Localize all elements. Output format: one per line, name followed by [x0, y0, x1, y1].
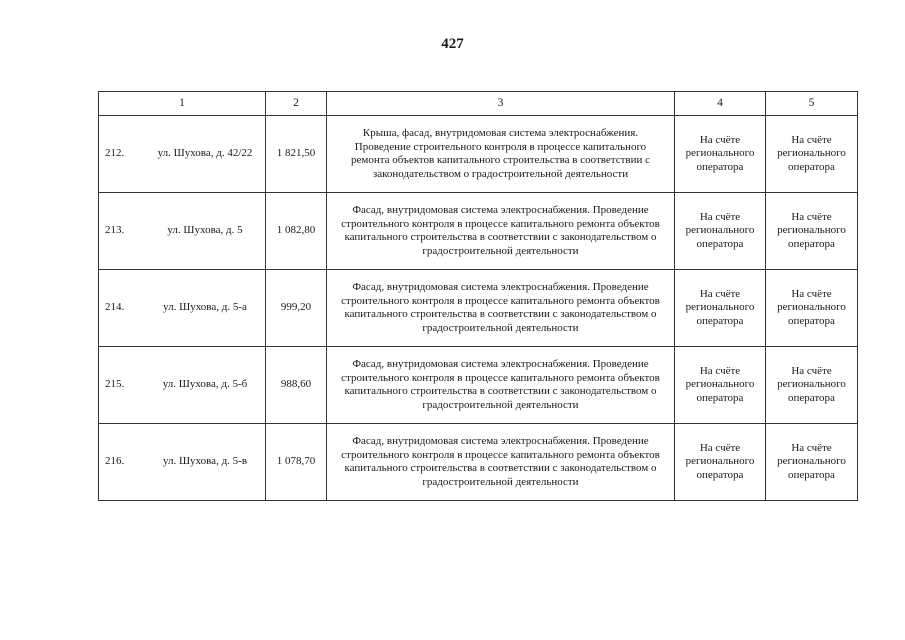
- area-cell: 1 082,80: [266, 193, 327, 270]
- address-cell: [99, 193, 266, 270]
- table-row: [99, 424, 858, 501]
- address-cell: [99, 347, 266, 424]
- col4-cell: На счёте регионального оператора: [675, 193, 766, 270]
- table-header-row: [99, 92, 858, 116]
- table-row: [99, 347, 858, 424]
- col4-cell: На счёте регионального оператора: [675, 347, 766, 424]
- row-index: 215.: [105, 378, 125, 391]
- row-index: 213.: [105, 224, 125, 237]
- repair-table: [98, 91, 858, 501]
- table-row: [99, 116, 858, 193]
- work-cell: Фасад, внутридомовая система электроснабжения. Проведение строительного контроля в процессе капитального ремонта объектов капитального строительства в соответствии с законодательством о градостроительной деятельности: [327, 270, 675, 347]
- work-cell: Крыша, фасад, внутридомовая система электроснабжения. Проведение строительного контроля в процессе капитального ремонта объектов капитального строительства в соответствии с законодательством о градостроительной деятельности: [327, 116, 675, 193]
- header-col-2: 2: [266, 92, 327, 116]
- col5-cell: На счёте регионального оператора: [766, 193, 858, 270]
- col5-cell: На счёте регионального оператора: [766, 347, 858, 424]
- col4-cell: На счёте регионального оператора: [675, 116, 766, 193]
- address-cell: [99, 270, 266, 347]
- table-row: [99, 193, 858, 270]
- work-cell: Фасад, внутридомовая система электроснабжения. Проведение строительного контроля в процессе капитального ремонта объектов капитального строительства в соответствии с законодательством о градостроительной деятельности: [327, 193, 675, 270]
- row-index: 216.: [105, 455, 125, 468]
- area-cell: 1 078,70: [266, 424, 327, 501]
- col4-cell: На счёте регионального оператора: [675, 270, 766, 347]
- area-cell: 999,20: [266, 270, 327, 347]
- area-cell: 988,60: [266, 347, 327, 424]
- area-cell: 1 821,50: [266, 116, 327, 193]
- table-row: [99, 270, 858, 347]
- row-index: 212.: [105, 147, 125, 160]
- address: ул. Шухова, д. 5-б: [162, 378, 248, 391]
- address: ул. Шухова, д. 5-а: [163, 301, 247, 314]
- work-cell: Фасад, внутридомовая система электроснабжения. Проведение строительного контроля в процессе капитального ремонта объектов капитального строительства в соответствии с законодательством о градостроительной деятельности: [327, 424, 675, 501]
- header-col-4: 4: [675, 92, 766, 116]
- page-number: 427: [441, 36, 464, 52]
- col5-cell: На счёте регионального оператора: [766, 424, 858, 501]
- col5-cell: На счёте регионального оператора: [766, 270, 858, 347]
- address: ул. Шухова, д. 5: [167, 224, 243, 237]
- row-index: 214.: [105, 301, 125, 314]
- address-cell: [99, 116, 266, 193]
- col4-cell: На счёте регионального оператора: [675, 424, 766, 501]
- header-col-1: 1: [99, 92, 266, 116]
- address: ул. Шухова, д. 42/22: [157, 147, 253, 160]
- address-cell: [99, 424, 266, 501]
- header-col-5: 5: [766, 92, 858, 116]
- header-col-3: 3: [327, 92, 675, 116]
- col5-cell: На счёте регионального оператора: [766, 116, 858, 193]
- address: ул. Шухова, д. 5-в: [162, 455, 248, 468]
- work-cell: Фасад, внутридомовая система электроснабжения. Проведение строительного контроля в процессе капитального ремонта объектов капитального строительства в соответствии с законодательством о градостроительной деятельности: [327, 347, 675, 424]
